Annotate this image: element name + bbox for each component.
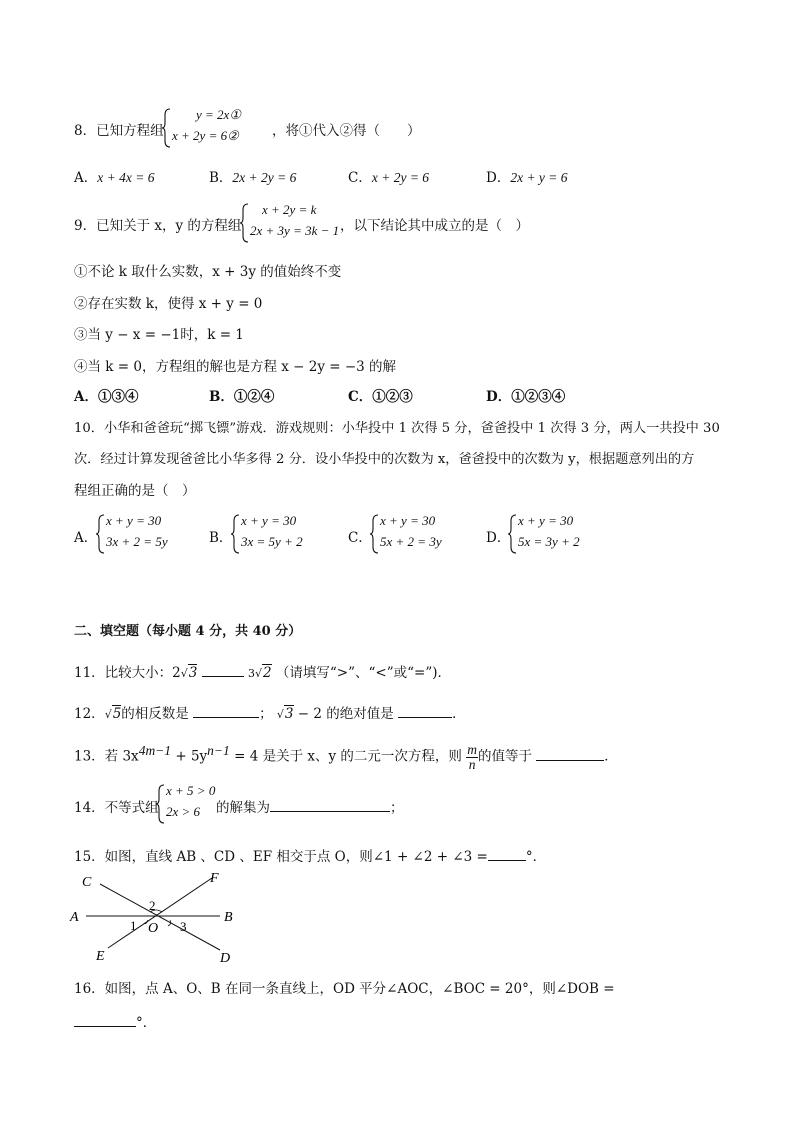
q14-answer-blank[interactable]	[270, 799, 390, 812]
q9-statement-4: ④当 k = 0，方程组的解也是方程 x − 2y = −3 的解	[74, 359, 397, 375]
angle-2: 2	[149, 898, 156, 913]
q15-figure	[68, 868, 248, 968]
q10-option-c[interactable]: C． x + y = 30 5x + 2 = 3y	[348, 513, 468, 555]
brace-icon	[96, 513, 106, 555]
q9-option-c[interactable]: C．①②③	[348, 389, 413, 405]
label-e: E	[96, 949, 105, 964]
q14-tail: 的解集为 ；	[216, 800, 404, 816]
q12: 12．√5的相反数是 ； √3 − 2 的绝对值是 ．	[74, 706, 466, 722]
q8-eq2: x + 2y = 6②	[172, 128, 239, 143]
line-cd	[100, 884, 220, 950]
q16-line-2: °．	[74, 1011, 156, 1031]
brace-icon	[370, 513, 380, 555]
q8-option-a[interactable]: A．x + 4x = 6	[74, 170, 155, 186]
angle-1: 1	[130, 918, 137, 933]
q10-option-d[interactable]: D． x + y = 30 5x = 3y + 2	[486, 513, 606, 555]
angle-3: 3	[180, 919, 187, 934]
section-title: 二、填空题（每小题 4 分，共 40 分）	[74, 624, 302, 639]
q9-statement-2: ②存在实数 k，使得 x + y = 0	[74, 296, 263, 312]
label-f: F	[210, 871, 219, 886]
q15: 15．如图，直线 AB 、CD 、EF 相交于点 O，则∠1 + ∠2 + ∠3 = °．	[74, 849, 547, 865]
q8-option-d[interactable]: D．2x + y = 6	[486, 170, 568, 186]
q8-equation-system	[162, 107, 282, 149]
q9-statement-3: ③当 y − x = −1时，k = 1	[74, 327, 244, 343]
q9-stem: 9．已知关于 x，y 的方程组	[74, 218, 242, 234]
brace-icon	[162, 107, 172, 149]
q9-statement-1: ①不论 k 取什么实数，x + 3y 的值始终不变	[74, 264, 342, 280]
q16-line-1: 16．如图，点 A、O、B 在同一条直线上，OD 平分∠AOC，∠BOC = 20°，则∠DOB =	[74, 981, 615, 997]
q10-line-2: 次．经过计算发现爸爸比小华多得 2 分．设小华投中的次数为 x，爸爸投中的次数为 y，根据题意列出的方	[74, 452, 695, 467]
q15-answer-blank[interactable]	[488, 848, 526, 861]
q14-inequality-system: x + 5 > 0 2x > 6	[156, 783, 236, 825]
label-b: B	[224, 910, 233, 925]
q8-option-c[interactable]: C．x + 2y = 6	[348, 170, 430, 186]
brace-icon	[240, 202, 250, 244]
q13-fraction: $\frac{m}{n}$	[467, 741, 477, 772]
q10-line-1: 10．小华和爸爸玩“掷飞镖”游戏．游戏规则：小华投中 1 次得 5 分，爸爸投中 1 次得 3 分，两人一共投中 30	[74, 421, 720, 436]
q8-eq1: y = 2x①	[196, 107, 241, 122]
q9-option-b[interactable]: B．①②④	[209, 389, 275, 405]
q14-stem: 14．不等式组	[74, 800, 159, 816]
q9-option-a[interactable]: A．①③④	[74, 389, 139, 405]
brace-icon	[231, 513, 241, 555]
label-o: O	[148, 921, 159, 936]
brace-icon	[156, 783, 166, 825]
label-a: A	[70, 910, 79, 925]
q8-tail: ，将①代入②得（ ）	[272, 123, 421, 139]
label-d: D	[220, 951, 231, 966]
q12-answer-blank-2[interactable]	[398, 705, 452, 718]
q9-eq1: x + 2y = k	[262, 202, 317, 217]
q13: 13．若 $3x^{4m-1} + 5y^{n-1} = 4$ 是关于 x、y 的二元一次方程，则 $\frac{m}{n}$ 的值等于 ．	[74, 741, 618, 772]
q13-answer-blank[interactable]	[536, 748, 604, 761]
brace-icon	[508, 513, 518, 555]
q12-answer-blank-1[interactable]	[193, 705, 259, 718]
q9-tail: ，以下结论其中成立的是（ ）	[340, 218, 529, 234]
q11-answer-blank[interactable]	[202, 664, 244, 677]
q10-option-a[interactable]: A． x + y = 30 3x + 2 = 5y	[74, 513, 194, 555]
q9-eq2: 2x + 3y = 3k − 1	[250, 223, 340, 238]
q10-line-3: 程组正确的是（ ）	[74, 483, 196, 499]
q11: 11．比较大小：2√3 3√2 （请填写“>”、“<”或“=”)．	[74, 665, 452, 681]
q8-stem: 8．已知方程组	[74, 123, 164, 139]
label-c: C	[82, 875, 92, 890]
q16-answer-blank[interactable]	[74, 1014, 136, 1027]
q8-option-b[interactable]: B．2x + 2y = 6	[209, 170, 297, 186]
q9-option-d[interactable]: D．①②③④	[486, 389, 566, 405]
q10-option-b[interactable]: B． x + y = 30 3x = 5y + 2	[209, 513, 329, 555]
